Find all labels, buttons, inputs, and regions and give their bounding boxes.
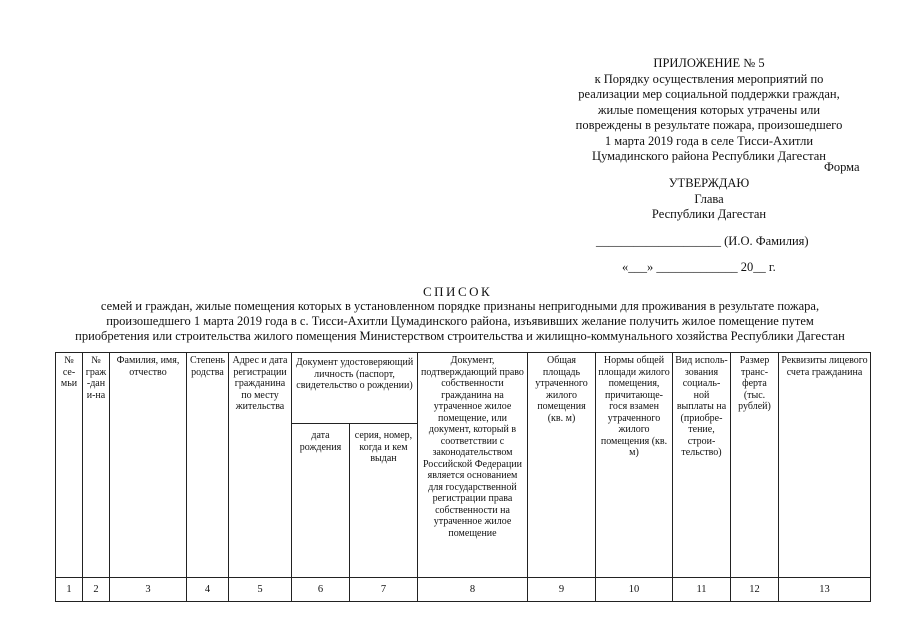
header-cell: Вид исполь-зования социаль-ной выплаты на (приобре-тение, строи-тельство)	[673, 353, 731, 578]
header-cell: Фамилия, имя, отчество	[110, 353, 187, 578]
subtitle-line: семей и граждан, жилые помещения которых в установленном порядке признаны непригодными для проживания в результате пожара,	[100, 299, 820, 313]
header-cell: № се-мьи	[56, 353, 83, 578]
appendix-line: к Порядку осуществления мероприятий по	[594, 71, 824, 86]
column-number: 1	[56, 578, 83, 602]
header-cell: Документ удостоверяющий личность (паспорт, свидетельство о рождении)	[292, 353, 418, 424]
column-number: 13	[779, 578, 871, 602]
header-cell: дата рождения	[292, 424, 350, 578]
column-number: 3	[110, 578, 187, 602]
column-number: 12	[731, 578, 779, 602]
header-cell: Общая площадь утраченного жилого помещения (кв. м)	[528, 353, 596, 578]
column-number: 11	[673, 578, 731, 602]
column-number: 10	[596, 578, 673, 602]
date-line: «___» _____________ 20__ г.	[622, 260, 776, 274]
header-row	[56, 353, 871, 424]
column-number: 8	[418, 578, 528, 602]
list-title: СПИСОК	[423, 284, 493, 299]
families-table	[55, 352, 871, 602]
header-cell: Степень родства	[187, 353, 229, 578]
column-number: 5	[229, 578, 292, 602]
appendix-block	[556, 56, 862, 165]
appendix-line: жилые помещения которых утрачены или	[597, 102, 821, 117]
column-number-row	[56, 578, 871, 602]
column-number: 2	[83, 578, 110, 602]
appendix-line: реализации мер социальной поддержки граждан,	[578, 87, 840, 101]
header-cell: Размер транс-ферта (тыс. рублей)	[731, 353, 779, 578]
column-number: 6	[292, 578, 350, 602]
approve-title: УТВЕРЖДАЮ	[668, 176, 750, 190]
column-number: 4	[187, 578, 229, 602]
appendix-title: ПРИЛОЖЕНИЕ № 5	[653, 56, 765, 70]
column-number: 7	[350, 578, 418, 602]
header-cell: Реквизиты лицевого счета гражданина	[779, 353, 871, 578]
header-cell: № граж-дани-на	[83, 353, 110, 578]
header-cell: серия, номер, когда и кем выдан	[350, 424, 418, 578]
signature-line: ____________________ (И.О. Фамилия)	[596, 234, 809, 248]
appendix-line: повреждены в результате пожара, произошедшего	[575, 118, 843, 132]
subtitle-line: приобретения или строительства жилого помещения Министерством строительства и жилищно-коммунального хозяйства Республики Дагестан	[75, 329, 845, 343]
approve-org: Республики Дагестан	[651, 207, 767, 221]
header-cell: Адрес и дата регистрации гражданина по месту жительства	[229, 353, 292, 578]
header-cell: Документ, подтверждающий право собственности гражданина на утраченное жилое помещение, или документ, который в соответствии с законодательством Российской Федерации является основанием для государственной регистрации права собственности на утраченное жилое помещение	[418, 353, 528, 578]
appendix-line: Цумадинского района Республики Дагестан	[592, 149, 826, 163]
form-label: Форма	[824, 160, 860, 174]
approve-position: Глава	[694, 191, 724, 206]
column-number: 9	[528, 578, 596, 602]
subtitle-line: произошедшего 1 марта 2019 года в с. Тисси-Ахитли Цумадинского района, изъявивших желание получить жилое помещение путем	[106, 314, 814, 328]
appendix-line: 1 марта 2019 года в селе Тисси-Ахитли	[604, 133, 814, 148]
header-cell: Нормы общей площади жилого помещения, причитающе-гося взамен утраченного жилого помещения (кв. м)	[596, 353, 673, 578]
approve-block	[618, 176, 800, 223]
list-subtitle	[40, 299, 880, 344]
